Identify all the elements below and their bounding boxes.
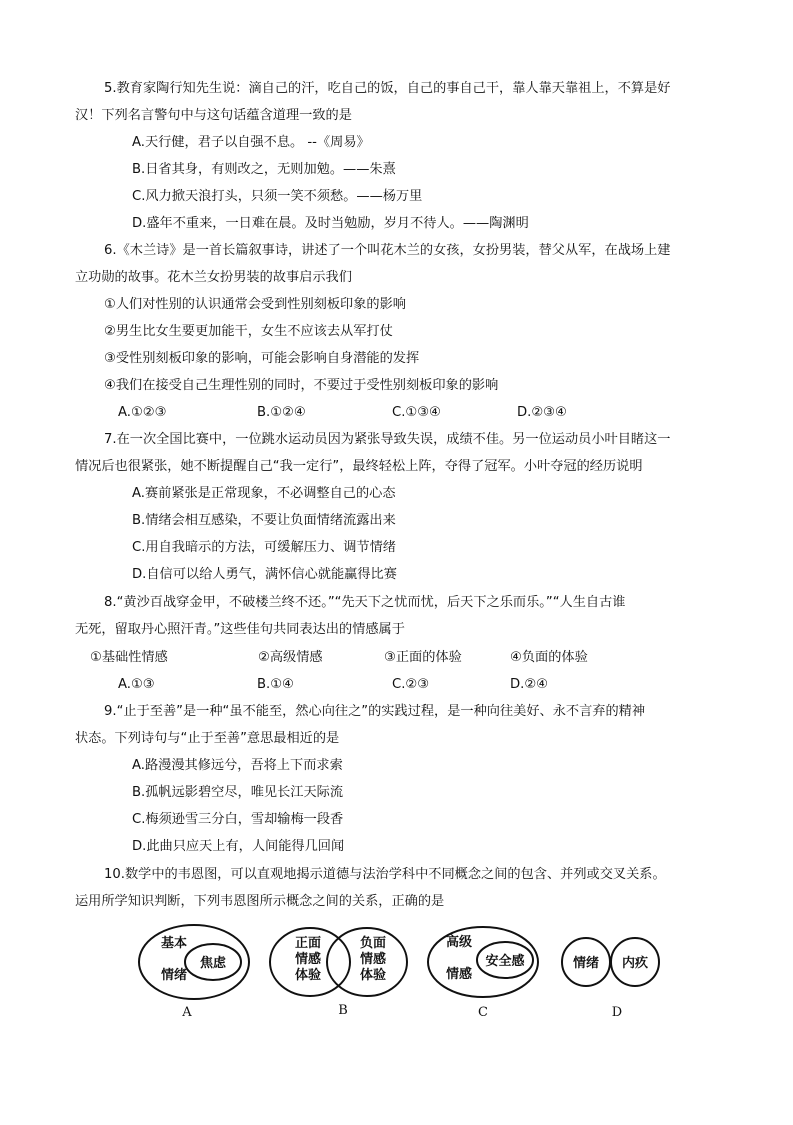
venn-c-caption: C	[478, 1005, 488, 1020]
q5-option-c: C.风力掀天浪打头，只须一笑不须愁。——杨万里	[132, 189, 423, 204]
q6-option-d: D.②③④	[517, 405, 567, 420]
venn-c-inner-label: 安全感	[485, 954, 525, 969]
q10-stem-line2: 运用所学知识判断，下列韦恩图所示概念之间的关系，正确的是	[75, 894, 445, 909]
q8-statement-3: ③正面的体验	[384, 650, 462, 665]
q10-stem-line1: 10.数学中的韦恩图，可以直观地揭示道德与法治学科中不同概念之间的包含、并列或交叉关系。	[104, 867, 666, 882]
q9-stem-line1: 9.“止于至善”是一种“虽不能至，然心向往之”的实践过程，是一种向往美好、永不言弃的精神	[104, 704, 646, 719]
q8-option-a: A.①③	[118, 677, 155, 692]
venn-c-outer-label-2: 情感	[445, 967, 473, 982]
q8-option-c: C.②③	[392, 677, 430, 692]
q7-stem-line1: 7.在一次全国比赛中，一位跳水运动员因为紧张导致失误，成绩不佳。另一位运动员小叶目睹这一	[104, 432, 671, 447]
venn-b-left-label-3: 体验	[294, 968, 322, 983]
q7-option-c: C.用自我暗示的方法，可缓解压力、调节情绪	[132, 540, 396, 555]
q6-option-a: A.①②③	[118, 405, 167, 420]
q5-option-a: A.天行健，君子以自强不息。 --《周易》	[132, 135, 370, 150]
q7-stem-line2: 情况后也很紧张，她不断提醒自己“我一定行”，最终轻松上阵，夺得了冠军。小叶夺冠的经历说明	[75, 459, 643, 474]
venn-c	[428, 927, 538, 1020]
venn-a-outer-label-1: 基本	[160, 936, 188, 951]
q6-statement-2: ②男生比女生要更加能干，女生不应该去从军打仗	[104, 324, 393, 339]
q9-stem-line2: 状态。下列诗句与“止于至善”意思最相近的是	[75, 731, 340, 746]
q7-option-d: D.自信可以给人勇气，满怀信心就能赢得比赛	[132, 567, 397, 582]
venn-a	[139, 925, 249, 1020]
venn-c-outer-label-1: 高级	[445, 935, 473, 950]
venn-b-right-label-3: 体验	[359, 968, 387, 983]
q6-statement-4: ④我们在接受自己生理性别的同时，不要过于受性别刻板印象的影响	[104, 378, 499, 393]
q6-statement-1: ①人们对性别的认识通常会受到性别刻板印象的影响	[104, 297, 406, 312]
q8-option-b: B.①④	[257, 677, 294, 692]
venn-b-caption: B	[338, 1003, 348, 1018]
q6-option-b: B.①②④	[257, 405, 306, 420]
q7-option-a: A.赛前紧张是正常现象，不必调整自己的心态	[132, 486, 396, 501]
q5-option-b: B.日省其身，有则改之，无则加勉。——朱熹	[132, 162, 396, 177]
q5-stem-line2: 汉！下列名言警句中与这句话蕴含道理一致的是	[75, 108, 352, 123]
q6-stem-line2: 立功勋的故事。花木兰女扮男装的故事启示我们	[75, 270, 352, 285]
venn-a-outer-label-2: 情绪	[160, 968, 188, 983]
q8-statement-4: ④负面的体验	[510, 650, 588, 665]
q9-option-c: C.梅须逊雪三分白，雪却输梅一段香	[132, 812, 344, 827]
venn-b	[270, 928, 407, 1018]
q8-stem-line2: 无死，留取丹心照汗青。”这些佳句共同表达出的情感属于	[75, 622, 405, 637]
q6-statement-3: ③受性别刻板印象的影响，可能会影响自身潜能的发挥	[104, 351, 420, 366]
venn-a-caption: A	[182, 1005, 192, 1020]
q8-stem-line1: 8.“黄沙百战穿金甲，不破楼兰终不还。”“先天下之忧而忧，后天下之乐而乐。”“人生自古谁	[104, 595, 626, 610]
venn-a-outer-circle	[139, 925, 249, 999]
q9-option-a: A.路漫漫其修远兮，吾将上下而求索	[132, 758, 343, 773]
venn-d-left-label: 情绪	[572, 956, 600, 971]
q7-option-b: B.情绪会相互感染，不要让负面情绪流露出来	[132, 513, 396, 528]
q6-option-c: C.①③④	[392, 405, 441, 420]
venn-b-left-label-1: 正面	[294, 936, 322, 951]
q8-option-d: D.②④	[510, 677, 548, 692]
venn-d-right-label: 内疚	[621, 956, 649, 971]
venn-b-right-label-1: 负面	[359, 936, 387, 951]
venn-a-inner-label: 焦虑	[199, 956, 227, 971]
q6-stem-line1: 6.《木兰诗》是一首长篇叙事诗，讲述了一个叫花木兰的女孩，女扮男装，替父从军，在战场上建	[104, 243, 671, 258]
q5-option-d: D.盛年不重来，一日难在晨。及时当勉励，岁月不待人。——陶渊明	[132, 216, 529, 231]
q5-stem-line1: 5.教育家陶行知先生说：滴自己的汗，吃自己的饭，自己的事自己干，靠人靠天靠祖上，不算是好	[104, 81, 671, 96]
q8-statement-2: ②高级情感	[258, 650, 323, 665]
q9-option-d: D.此曲只应天上有，人间能得几回闻	[132, 839, 345, 854]
venn-d	[562, 938, 659, 1020]
q8-statement-1: ①基础性情感	[90, 650, 168, 665]
venn-b-left-label-2: 情感	[294, 952, 322, 967]
q9-option-b: B.孤帆远影碧空尽，唯见长江天际流	[132, 785, 344, 800]
venn-b-right-label-2: 情感	[359, 952, 387, 967]
venn-d-caption: D	[611, 1005, 623, 1020]
